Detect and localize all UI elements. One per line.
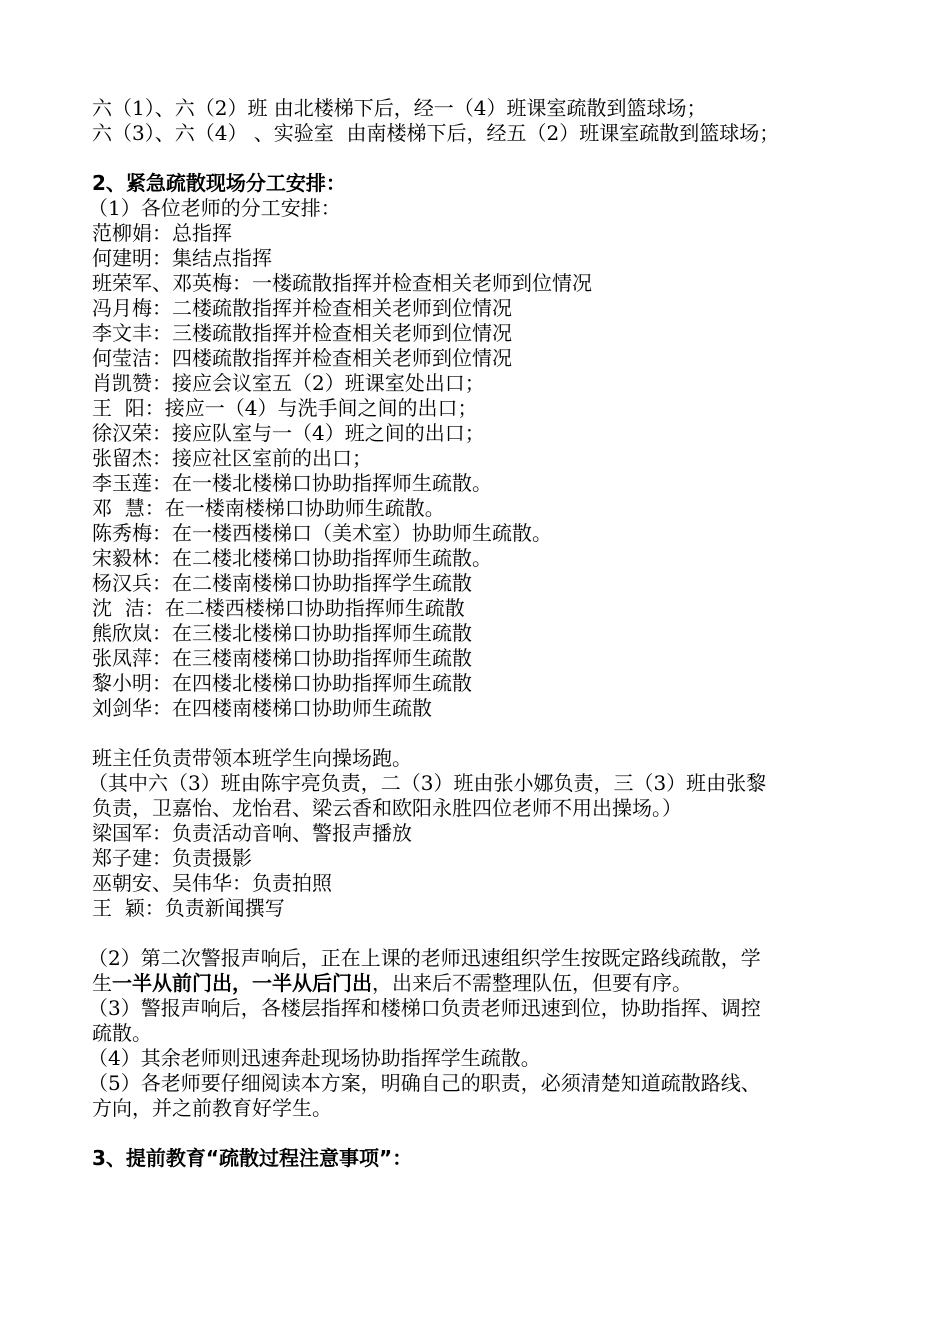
spacer	[92, 146, 892, 171]
section-3-heading: 3、提前教育“疏散过程注意事项”：	[92, 1146, 413, 1170]
assignment-item: 杨汉兵：在二楼南楼梯口协助指挥学生疏散	[92, 571, 472, 595]
assignment-item: 邓 慧：在一楼南楼梯口协助师生疏散。	[92, 496, 445, 520]
item-2-emphasis: 一半从前门出，一半从后门出	[112, 971, 372, 995]
item-2-text-a: 生	[92, 971, 112, 995]
route-line-south: 六（3）、六（4） 、实验室 由南楼梯下后，经五（2）班课室疏散到篮球场；	[92, 121, 780, 145]
item-2-text-b: ，出来后不需整理队伍，但要有序。	[372, 971, 692, 995]
item-3-line-1: （3）警报声响后，各楼层指挥和楼梯口负责老师迅速到位，协助指挥、调控	[88, 996, 761, 1020]
assignment-item: 何建明：集结点指挥	[92, 246, 272, 270]
teacher-assignment-list	[92, 221, 892, 721]
section-2-subheading: （1）各位老师的分工安排：	[88, 196, 341, 220]
assignment-item: 刘剑华：在四楼南楼梯口协助师生疏散	[92, 696, 432, 720]
assignment-item: 沈 洁：在二楼西楼梯口协助指挥师生疏散	[92, 596, 465, 620]
item-5-line-1: （5）各老师要仔细阅读本方案，明确自己的职责，必须清楚知道疏散路线、	[88, 1071, 761, 1095]
spacer	[92, 921, 892, 946]
assignment-item: 李文丰：三楼疏散指挥并检查相关老师到位情况	[92, 321, 512, 345]
assignment-item: 徐汉荣：接应队室与一（4）班之间的出口；	[92, 421, 485, 445]
item-2-line-2	[92, 971, 892, 996]
assignment-item: 范柳娟：总指挥	[92, 221, 232, 245]
item-5-line-2: 方向，并之前教育好学生。	[92, 1096, 332, 1120]
assignment-item: 宋毅林：在二楼北楼梯口协助指挥师生疏散。	[92, 546, 492, 570]
media-item: 巫朝安、吴伟华：负责拍照	[92, 871, 332, 895]
class-teacher-duty: 班主任负责带领本班学生向操场跑。	[92, 746, 412, 770]
media-item: 梁国军：负责活动音响、警报声播放	[92, 821, 412, 845]
class-teacher-note-line-1: （其中六（3）班由陈宇亮负责，二（3）班由张小娜负责，三（3）班由张黎	[88, 771, 767, 795]
spacer	[92, 721, 892, 746]
spacer	[92, 1121, 892, 1146]
class-teacher-note-line-2: 负责，卫嘉怡、龙怡君、梁云香和欧阳永胜四位老师不用出操场。）	[92, 796, 682, 820]
item-2-line-1: （2）第二次警报声响后，正在上课的老师迅速组织学生按既定路线疏散，学	[88, 946, 761, 970]
assignment-item: 王 阳：接应一（4）与洗手间之间的出口；	[92, 396, 478, 420]
section-2-heading: 2、紧急疏散现场分工安排：	[92, 171, 346, 195]
assignment-item: 冯月梅：二楼疏散指挥并检查相关老师到位情况	[92, 296, 512, 320]
assignment-item: 张凤萍：在三楼南楼梯口协助指挥师生疏散	[92, 646, 472, 670]
assignment-item: 何莹洁：四楼疏散指挥并检查相关老师到位情况	[92, 346, 512, 370]
assignment-item: 李玉莲：在一楼北楼梯口协助指挥师生疏散。	[92, 471, 492, 495]
assignment-item: 陈秀梅：在一楼西楼梯口（美术室）协助师生疏散。	[92, 521, 552, 545]
item-4: （4）其余老师则迅速奔赴现场协助指挥学生疏散。	[88, 1046, 541, 1070]
route-line-north: 六（1）、六（2）班 由北楼梯下后，经一（4）班课室疏散到篮球场；	[92, 96, 707, 120]
assignment-item: 熊欣岚：在三楼北楼梯口协助指挥师生疏散	[92, 621, 472, 645]
document-body	[88, 96, 892, 1171]
media-assignment-list	[92, 821, 892, 921]
assignment-item: 黎小明：在四楼北楼梯口协助指挥师生疏散	[92, 671, 472, 695]
media-item: 郑子建：负责摄影	[92, 846, 252, 870]
media-item: 王 颖：负责新闻撰写	[92, 896, 285, 920]
assignment-item: 张留杰：接应社区室前的出口；	[92, 446, 372, 470]
assignment-item: 肖凯赞：接应会议室五（2）班课室处出口；	[92, 371, 485, 395]
assignment-item: 班荣军、邓英梅：一楼疏散指挥并检查相关老师到位情况	[92, 271, 592, 295]
item-3-line-2: 疏散。	[92, 1021, 152, 1045]
